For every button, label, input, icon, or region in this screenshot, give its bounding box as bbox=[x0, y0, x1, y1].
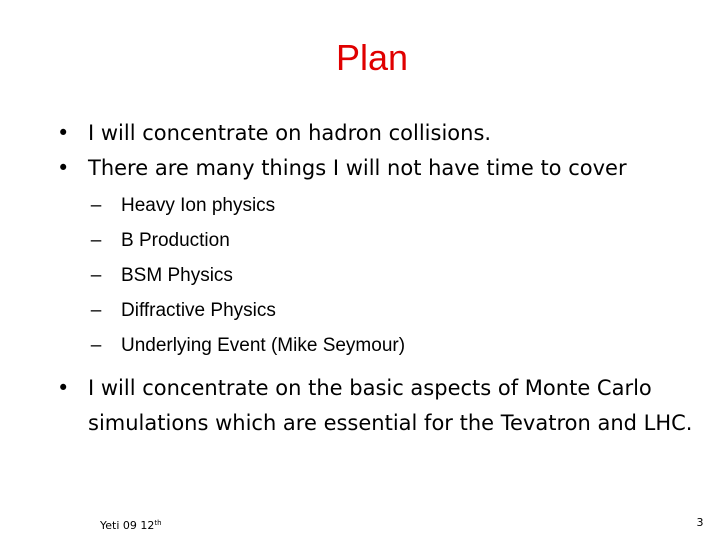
footer-event-text: Yeti 09 12 bbox=[100, 519, 155, 532]
sub-bullet-text: BSM Physics bbox=[121, 265, 233, 286]
sub-bullet-item bbox=[88, 328, 697, 363]
bullet-text: I will concentrate on the basic aspects of Monte Carlo simulations which are essential for the Tevatron and LHC. bbox=[88, 376, 693, 435]
sub-bullet-text: Underlying Event (Mike Seymour) bbox=[121, 335, 406, 356]
sub-bullet-marker: – bbox=[90, 300, 102, 321]
bullet-text: There are many things I will not have time to cover bbox=[88, 156, 627, 180]
bullet-item bbox=[57, 151, 697, 363]
sub-bullet-item bbox=[88, 188, 697, 223]
bullet-list bbox=[57, 116, 697, 441]
bullet-text: I will concentrate on hadron collisions. bbox=[88, 121, 492, 145]
slide-title: Plan bbox=[335, 37, 409, 78]
bullet-item bbox=[57, 371, 697, 441]
sub-bullet-marker: – bbox=[90, 335, 102, 356]
sub-bullet-list bbox=[88, 188, 697, 363]
sub-bullet-item bbox=[88, 293, 697, 328]
sub-bullet-text: Heavy Ion physics bbox=[121, 195, 276, 216]
footer-event-label bbox=[100, 516, 162, 533]
sub-bullet-marker: – bbox=[90, 195, 102, 216]
sub-bullet-marker: – bbox=[90, 230, 102, 251]
footer-event-superscript: th bbox=[154, 519, 162, 527]
sub-bullet-marker: – bbox=[90, 265, 102, 286]
sub-bullet-text: B Production bbox=[121, 230, 230, 251]
bullet-item bbox=[57, 116, 697, 151]
sub-bullet-item bbox=[88, 258, 697, 293]
page-number: 3 bbox=[696, 516, 704, 529]
bullet-marker: • bbox=[57, 121, 70, 145]
bullet-marker: • bbox=[57, 156, 70, 180]
sub-bullet-text: Diffractive Physics bbox=[121, 300, 276, 321]
sub-bullet-item bbox=[88, 223, 697, 258]
bullet-marker: • bbox=[57, 376, 70, 400]
